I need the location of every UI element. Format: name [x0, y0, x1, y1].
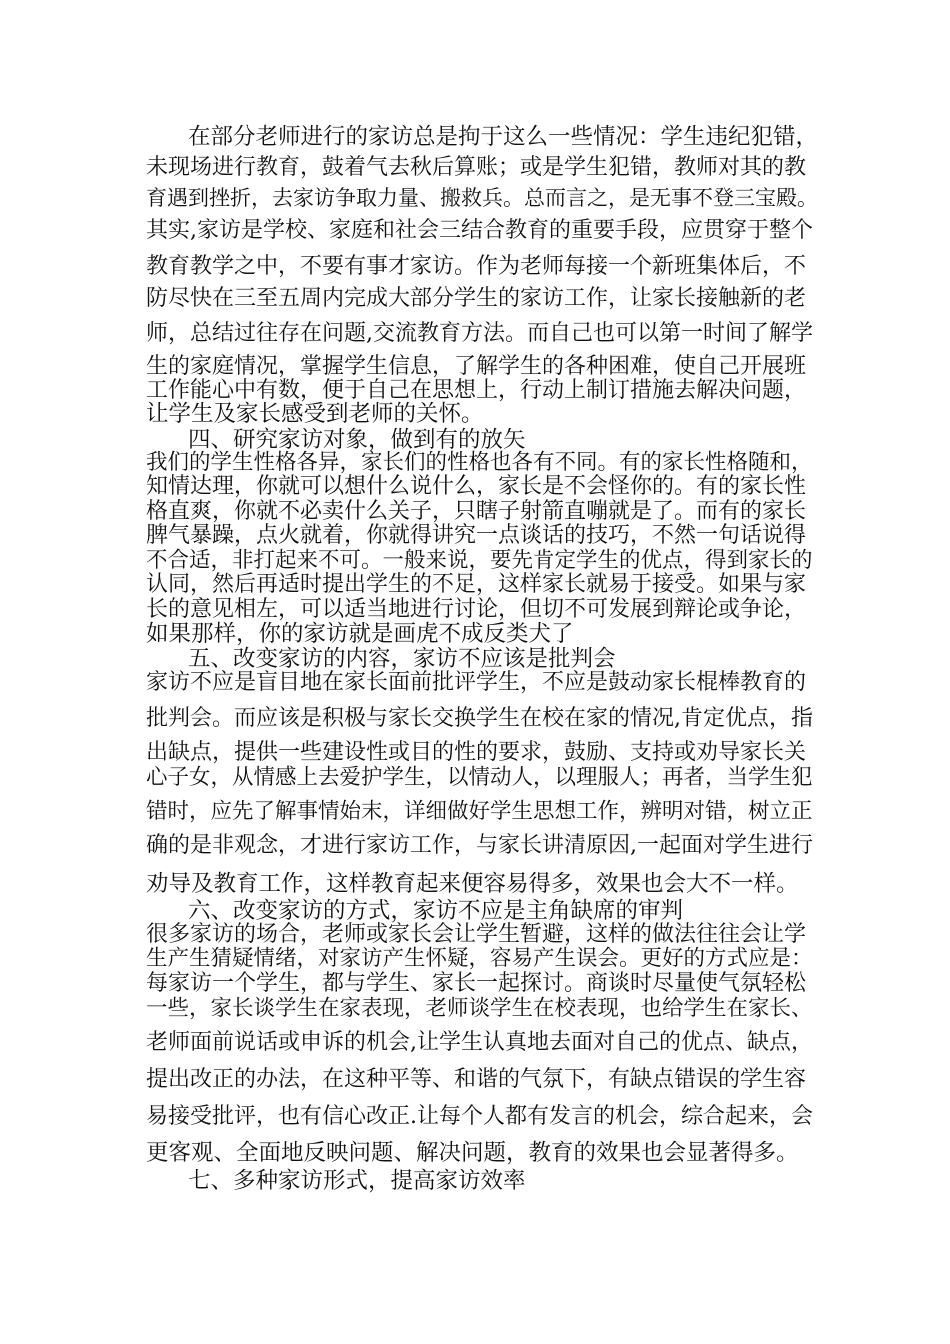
paragraph-line: 老师面前说话或申诉的机会,让学生认真地去面对自己的优点、缺点， — [146, 1030, 813, 1055]
section-heading: 四、研究家访对象，做到有的放矢 — [188, 427, 526, 453]
paragraph-line: 认同，然后再适时提出学生的不足，这样家长就易于接受。如果与家 — [146, 572, 807, 597]
paragraph-line: 家访不应是盲目地在家长面前批评学生，不应是鼓动家长棍棒教育的 — [146, 670, 807, 695]
paragraph-line: 心子女，从情感上去爱护学生，以情动人，以理服人；再者，当学生犯 — [146, 765, 813, 790]
paragraph-line: 我们的学生性格各异，家长们的性格也各有不同。有的家长性格随和， — [146, 450, 813, 475]
paragraph-line: 知情达理，你就可以想什么说什么，家长是不会怪你的。有的家长性 — [146, 474, 807, 499]
paragraph-line: 脾气暴躁，点火就着，你就得讲究一点谈话的技巧，不然一句话说得 — [146, 523, 807, 548]
paragraph-line: 其实,家访是学校、家庭和社会三结合教育的重要手段，应贯穿于整个 — [146, 218, 813, 243]
paragraph-line: 让学生及家长感受到老师的关怀。 — [146, 401, 484, 427]
paragraph-line: 防尽快在三至五周内完成大部分学生的家访工作，让家长接触新的老 — [146, 286, 807, 311]
paragraph-line: 教育教学之中，不要有事才家访。作为老师每接一个新班集体后，不 — [146, 254, 807, 279]
paragraph-line: 生产生猜疑情绪，对家访产生怀疑，容易产生误会。更好的方式应是： — [146, 946, 813, 971]
paragraph-line: 如果那样，你的家访就是画虎不成反类犬了 — [146, 621, 574, 647]
section-heading: 五、改变家访的内容，家访不应该是批判会 — [188, 646, 616, 672]
section-heading: 七、多种家访形式，提高家访效率 — [188, 1168, 526, 1194]
paragraph-line: 在部分老师进行的家访总是拘于这么一些情况：学生违纪犯错， — [188, 124, 819, 150]
paragraph-line: 提出改正的办法，在这种平等、和谐的气氛下，有缺点错误的学生容 — [146, 1067, 807, 1092]
paragraph-line: 不合适，非打起来不可。一般来说，要先肯定学生的优点，得到家长的 — [146, 548, 813, 573]
paragraph-line: 育遇到挫折，去家访争取力量、搬救兵。总而言之，是无事不登三宝殿。 — [146, 186, 818, 210]
paragraph-line: 更客观、全面地反映问题、解决问题，教育的效果也会显著得多。 — [146, 1140, 799, 1166]
paragraph-line: 一些，家长谈学生在家表现，老师谈学生在校表现，也给学生在家长、 — [146, 996, 813, 1021]
paragraph-line: 错时，应先了解事情始末，详细做好学生思想工作，辨明对错，树立正 — [146, 799, 813, 824]
paragraph-line: 批判会。而应该是积极与家长交换学生在校在家的情况,肯定优点，指 — [146, 706, 813, 731]
section-heading: 六、改变家访的方式，家访不应是主角缺席的审判 — [188, 898, 684, 924]
paragraph-line: 出缺点，提供一些建设性或目的性的要求，鼓励、支持或劝导家长关 — [146, 740, 807, 765]
paragraph-line: 很多家访的场合，老师或家长会让学生暂避，这样的做法往往会让学 — [146, 922, 807, 947]
paragraph-line: 确的是非观念，才进行家访工作，与家长讲清原因,一起面对学生进行 — [146, 833, 813, 858]
paragraph-line: 长的意见相左，可以适当地进行讨论，但切不可发展到辩论或争论， — [146, 597, 807, 622]
paragraph-line: 工作能心中有数，便于自己在思想上，行动上制订措施去解决问题， — [146, 378, 807, 403]
paragraph-line: 师，总结过往存在问题,交流教育方法。而自己也可以第一时间了解学 — [146, 321, 813, 346]
paragraph-line: 未现场进行教育，鼓着气去秋后算账；或是学生犯错，教师对其的教 — [146, 155, 807, 180]
paragraph-line: 易接受批评，也有信心改正.让每个人都有发言的机会，综合起来，会 — [146, 1104, 813, 1129]
paragraph-line: 格直爽，你就不必卖什么关子，只瞎子射箭直嘣就是了。而有的家长 — [146, 499, 807, 524]
paragraph-line: 每家访一个学生，都与学生、家长一起探讨。商谈时尽量使气氛轻松 — [146, 971, 807, 996]
paragraph-line: 劝导及教育工作，这样教育起来便容易得多，效果也会大不一样。 — [146, 871, 799, 897]
paragraph-line: 生的家庭情况，掌握学生信息，了解学生的各种困难，使自己开展班 — [146, 354, 807, 379]
